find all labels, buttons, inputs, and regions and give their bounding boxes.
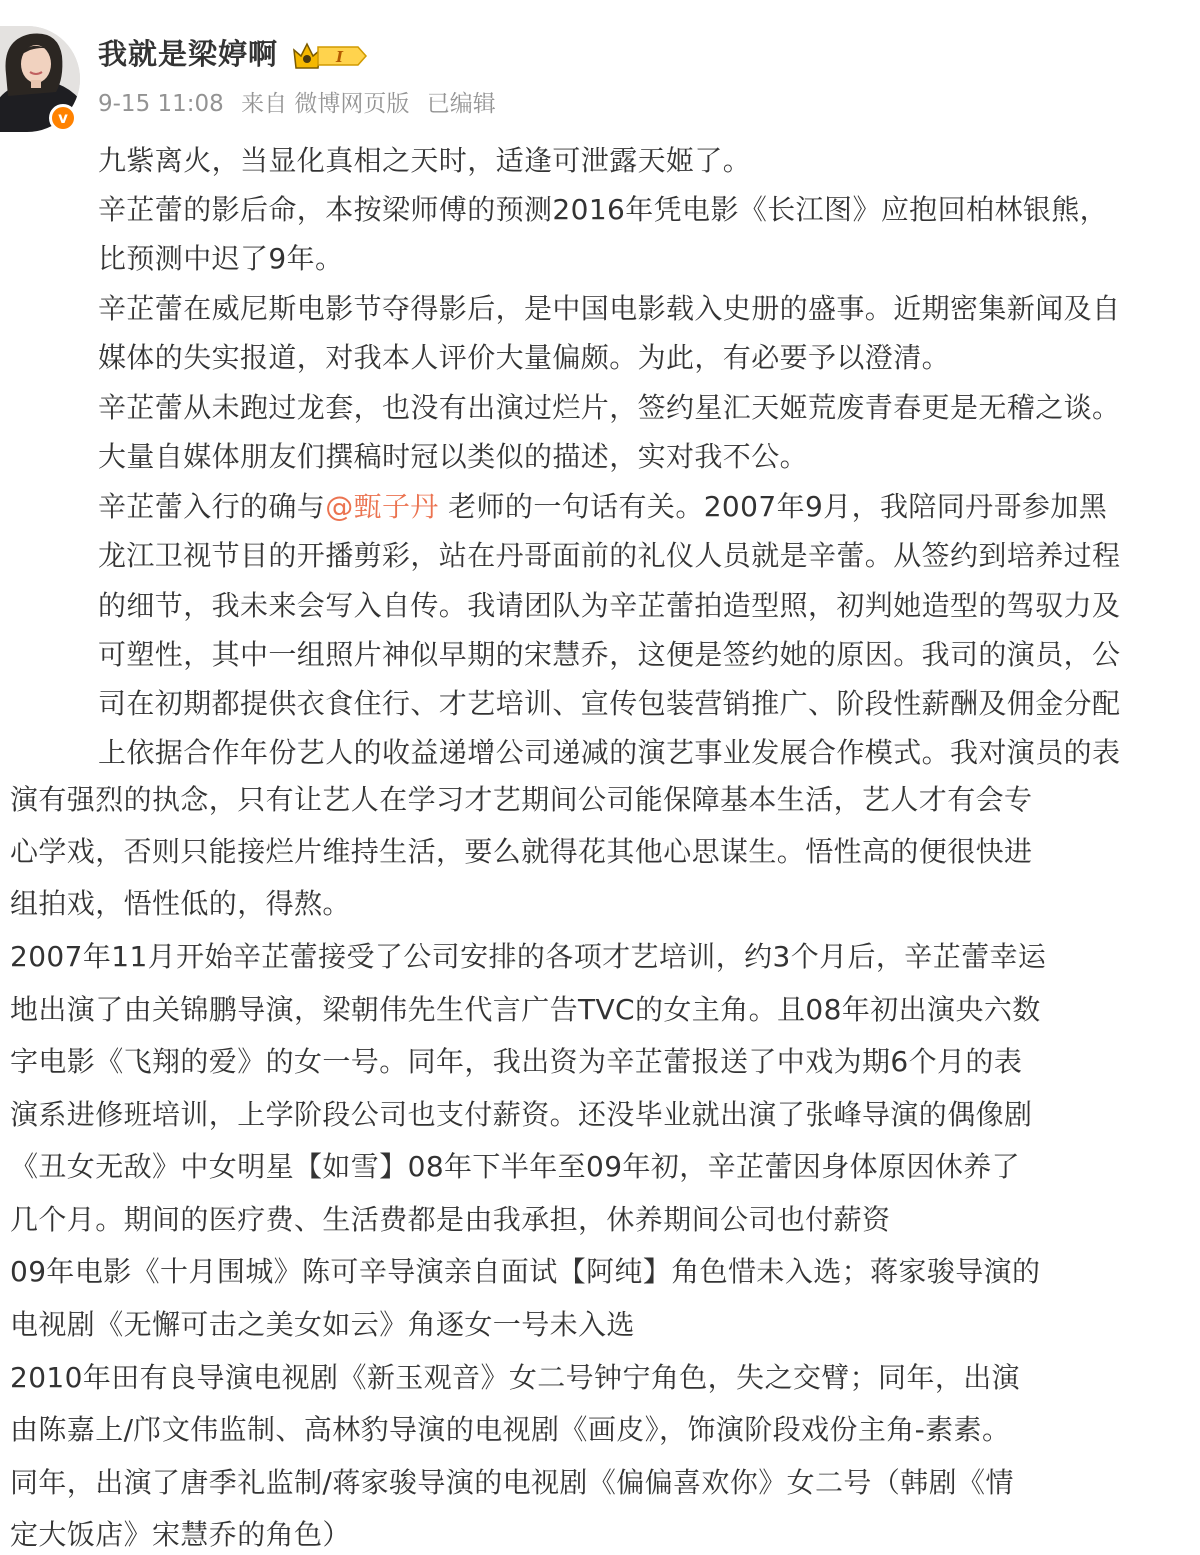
- body-line: 演系进修班培训，上学阶段公司也支付薪资。还没毕业就出演了张峰导演的偶像剧: [10, 1098, 1033, 1131]
- body-line: 2010年田有良导演电视剧《新玉观音》女二号钟宁角色，失之交臂；同年，出演: [10, 1361, 1021, 1394]
- body-line: 辛芷蕾在威尼斯电影节夺得影后，是中国电影载入史册的盛事。近期密集新闻及自: [98, 292, 1121, 325]
- body-line: 心学戏，否则只能接烂片维持生活，要么就得花其他心思谋生。悟性高的便很快进: [10, 835, 1033, 868]
- body-line: 媒体的失实报道，对我本人评价大量偏颇。为此，有必要予以澄清。: [98, 341, 951, 374]
- body-line: [98, 487, 1107, 527]
- body-line: 大量自媒体朋友们撰稿时冠以类似的描述，实对我不公。: [98, 440, 809, 473]
- post-source: 来自 微博网页版: [241, 91, 410, 117]
- body-line: 可塑性，其中一组照片神似早期的宋慧乔，这便是签约她的原因。我司的演员，公: [98, 638, 1121, 671]
- body-line: 演有强烈的执念，只有让艺人在学习才艺期间公司能保障基本生活，艺人才有会专: [10, 783, 1033, 816]
- username[interactable]: 我就是梁婷啊: [98, 37, 279, 71]
- body-line: 由陈嘉上/邝文伟监制、高林豹导演的电视剧《画皮》，饰演阶段戏份主角-素素。: [10, 1413, 1011, 1446]
- mention-link[interactable]: @甄子丹: [325, 490, 439, 523]
- body-line: 同年，出演了唐季礼监制/蒋家骏导演的电视剧《偏偏喜欢你》女二号（韩剧《情: [10, 1466, 1014, 1499]
- body-line: 组拍戏，悟性低的，得熬。: [10, 887, 351, 920]
- body-line: 司在初期都提供衣食住行、才艺培训、宣传包装营销推广、阶段性薪酬及佣金分配: [98, 687, 1121, 720]
- post-meta: [98, 86, 506, 122]
- body-line: 辛芷蕾的影后命，本按梁师傅的预测2016年凭电影《长江图》应抱回柏林银熊，: [98, 193, 1109, 226]
- edited-label[interactable]: 已编辑: [426, 91, 496, 117]
- vip-crown-icon[interactable]: [292, 40, 372, 72]
- body-line: 几个月。期间的医疗费、生活费都是由我承担，休养期间公司也付薪资: [10, 1203, 891, 1236]
- body-line: 电视剧《无懈可击之美女如云》角逐女一号未入选: [10, 1308, 635, 1341]
- post-time[interactable]: 9-15 11:08: [98, 91, 224, 117]
- body-line: 九紫离火，当显化真相之天时，适逢可泄露天姬了。: [98, 144, 752, 177]
- body-text: 老师的一句话有关。2007年9月，我陪同丹哥参加黑: [438, 490, 1108, 523]
- body-line: 2007年11月开始辛芷蕾接受了公司安排的各项才艺培训，约3个月后，辛芷蕾幸运: [10, 940, 1047, 973]
- body-line: 比预测中迟了9年。: [98, 242, 344, 275]
- avatar-container[interactable]: [0, 26, 80, 134]
- body-line: 09年电影《十月围城》陈可辛导演亲自面试【阿纯】角色惜未入选；蒋家骏导演的: [10, 1255, 1041, 1288]
- body-line: 的细节，我未来会写入自传。我请团队为辛芷蕾拍造型照，初判她造型的驾驭力及: [98, 589, 1121, 622]
- body-line: 辛芷蕾从未跑过龙套，也没有出演过烂片，签约星汇天姬荒废青春更是无稽之谈。: [98, 391, 1121, 424]
- body-line: 地出演了由关锦鹏导演，梁朝伟先生代言广告TVC的女主角。且08年初出演央六数: [10, 993, 1041, 1026]
- vip-level-text: I: [336, 48, 344, 66]
- body-line: 龙江卫视节目的开播剪彩，站在丹哥面前的礼仪人员就是辛蕾。从签约到培养过程: [98, 539, 1121, 572]
- body-text: 辛芷蕾入行的确与: [98, 490, 326, 523]
- verified-badge: v: [49, 104, 77, 132]
- body-line: 上依据合作年份艺人的收益递增公司递减的演艺事业发展合作模式。我对演员的表: [98, 736, 1121, 769]
- body-line: 字电影《飞翔的爱》的女一号。同年，我出资为辛芷蕾报送了中戏为期6个月的表: [10, 1045, 1023, 1078]
- body-line: 定大饭店》宋慧乔的角色）: [10, 1518, 351, 1551]
- body-line: 《丑女无敌》中女明星【如雪】08年下半年至09年初，辛芷蕾因身体原因休养了: [10, 1150, 1021, 1183]
